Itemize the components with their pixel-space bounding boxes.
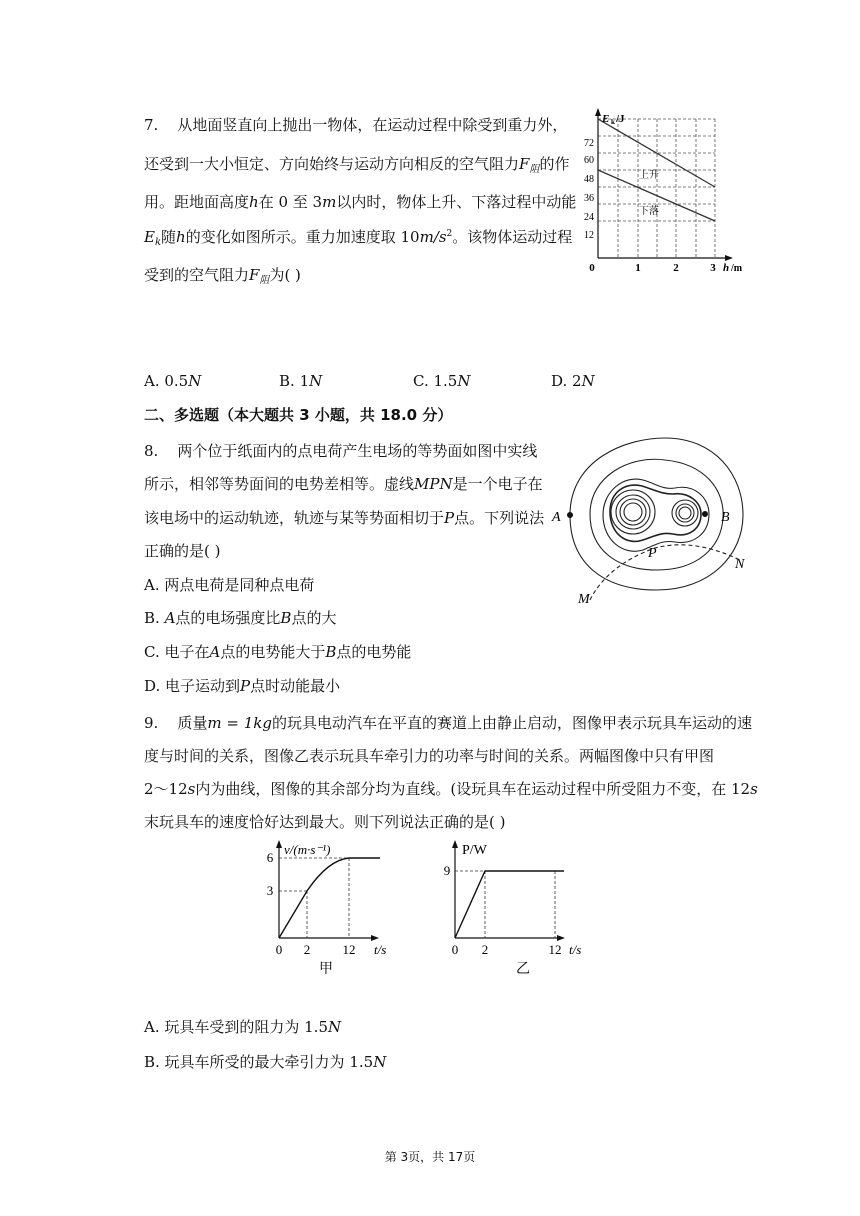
label-n: N bbox=[735, 557, 745, 572]
equipotential-outer bbox=[570, 438, 743, 590]
q9-line1: 9. 质量m = 1kg的玩具电动汽车在平直的赛道上由静止启动，图像甲表示玩具车运动的速 bbox=[144, 714, 752, 732]
power-ytick: 9 bbox=[443, 863, 451, 878]
velocity-ylabel: v/(m·s⁻¹) bbox=[284, 842, 331, 857]
q7-line1: 7. 从地面竖直向上抛出一物体，在运动过程中除受到重力外， bbox=[144, 116, 568, 134]
q8-option-a[interactable]: A. 两点电荷是同种点电荷 bbox=[144, 576, 315, 594]
q9-option-a[interactable]: A. 玩具车受到的阻力为 1.5N bbox=[144, 1018, 342, 1036]
velocity-caption: 甲 bbox=[319, 962, 333, 977]
q7-ytick: 72 bbox=[584, 138, 594, 149]
q9-option-b[interactable]: B. 玩具车所受的最大牵引力为 1.5N bbox=[144, 1053, 387, 1071]
power-ylabel: P/W bbox=[462, 843, 487, 858]
label-p: P bbox=[648, 546, 657, 561]
section-title: 二、多选题（本大题共 3 小题，共 18.0 分） bbox=[144, 406, 453, 424]
q7-ylabel: E bbox=[602, 113, 610, 125]
q7-origin: 0 bbox=[589, 262, 595, 274]
q7-line3: 用。距地面高度h在 0 至 3m以内时，物体上升、下落过程中动能 bbox=[144, 193, 577, 211]
q7-option-d[interactable]: D. 2N bbox=[551, 372, 595, 390]
velocity-xlabel: t/s bbox=[374, 942, 387, 957]
q7-option-c[interactable]: C. 1.5N bbox=[413, 372, 471, 390]
q8-line4: 正确的是( ) bbox=[144, 542, 221, 560]
q7-line4: $E_k$随h的变化如图所示。重力加速度取 $10m/s^2$。该物体运动过程 bbox=[144, 228, 573, 248]
q7-ytick: 24 bbox=[584, 212, 594, 223]
svg-text:/J: /J bbox=[616, 113, 625, 125]
power-curve bbox=[455, 871, 564, 938]
q8-equipotential-figure bbox=[545, 430, 765, 610]
q8-option-c[interactable]: C. 电子在A点的电势能大于B点的电势能 bbox=[144, 643, 412, 661]
q8-option-b[interactable]: B. A点的电场强度比B点的大 bbox=[144, 609, 337, 627]
q8-line1: 8. 两个位于纸面内的点电荷产生电场的等势面如图中实线 bbox=[144, 442, 538, 460]
q7-label-up: 上升 bbox=[639, 170, 659, 181]
q7-option-b[interactable]: B. 1N bbox=[279, 372, 323, 390]
q8-line3: 该电场中的运动轨迹，轨迹与某等势面相切于P点。下列说法 bbox=[144, 509, 545, 527]
velocity-xtick: 0 bbox=[275, 942, 283, 957]
power-xtick: 12 bbox=[548, 942, 562, 957]
label-b: B bbox=[721, 510, 730, 525]
q7-ytick: 48 bbox=[584, 174, 594, 185]
trajectory-mpn bbox=[590, 545, 740, 600]
velocity-curve bbox=[279, 858, 380, 938]
q7-ytick: 36 bbox=[584, 193, 594, 204]
power-caption: 乙 bbox=[516, 962, 530, 977]
q7-energy-graph bbox=[580, 108, 760, 278]
q8-line2: 所示，相邻等势面间的电势差相等。虚线MPN是一个电子在 bbox=[144, 475, 543, 493]
q7-option-a[interactable]: A. 0.5N bbox=[144, 372, 202, 390]
q9-line3: 2～12s内为曲线，图像的其余部分均为直线。(设玩具车在运动过程中所受阻力不变，在 12s bbox=[144, 780, 758, 798]
page-footer: 第 3页，共 17页 bbox=[384, 1150, 476, 1164]
velocity-xtick: 12 bbox=[342, 942, 356, 957]
svg-text:k: k bbox=[611, 118, 615, 126]
q7-ytick: 60 bbox=[584, 155, 594, 166]
velocity-xtick: 2 bbox=[303, 942, 311, 957]
power-xtick: 2 bbox=[481, 942, 489, 957]
power-xtick: 0 bbox=[451, 942, 459, 957]
q7-label-down: 下落 bbox=[639, 206, 659, 217]
q9-graph-power bbox=[438, 838, 598, 978]
q7-xlabel: h bbox=[723, 262, 730, 274]
q9-graph-velocity bbox=[262, 838, 412, 978]
q7-xtick: 3 bbox=[710, 262, 716, 274]
velocity-ytick: 3 bbox=[266, 883, 274, 898]
velocity-ytick: 6 bbox=[266, 850, 274, 865]
power-xlabel: t/s bbox=[569, 942, 582, 957]
point-b bbox=[702, 511, 708, 517]
point-a bbox=[567, 512, 573, 518]
q9-line4: 末玩具车的速度恰好达到最大。则下列说法正确的是( ) bbox=[144, 813, 506, 831]
label-a: A bbox=[552, 510, 561, 525]
q7-ytick: 12 bbox=[584, 230, 594, 241]
q9-line2: 度与时间的关系，图像乙表示玩具车牵引力的功率与时间的关系。两幅图像中只有甲图 bbox=[144, 747, 715, 765]
q7-line5: 受到的空气阻力$F_阻$为( ) bbox=[144, 266, 301, 286]
svg-text:/m: /m bbox=[731, 263, 743, 274]
q8-option-d[interactable]: D. 电子运动到P点时动能最小 bbox=[144, 677, 341, 695]
charge-left-ring bbox=[611, 490, 655, 534]
q7-line2: 还受到一大小恒定、方向始终与运动方向相反的空气阻力$F_阻$的作 bbox=[144, 155, 570, 175]
label-m: M bbox=[578, 592, 590, 607]
q7-xtick: 2 bbox=[673, 262, 679, 274]
q7-grid bbox=[598, 119, 715, 258]
q7-xtick: 1 bbox=[635, 262, 641, 274]
